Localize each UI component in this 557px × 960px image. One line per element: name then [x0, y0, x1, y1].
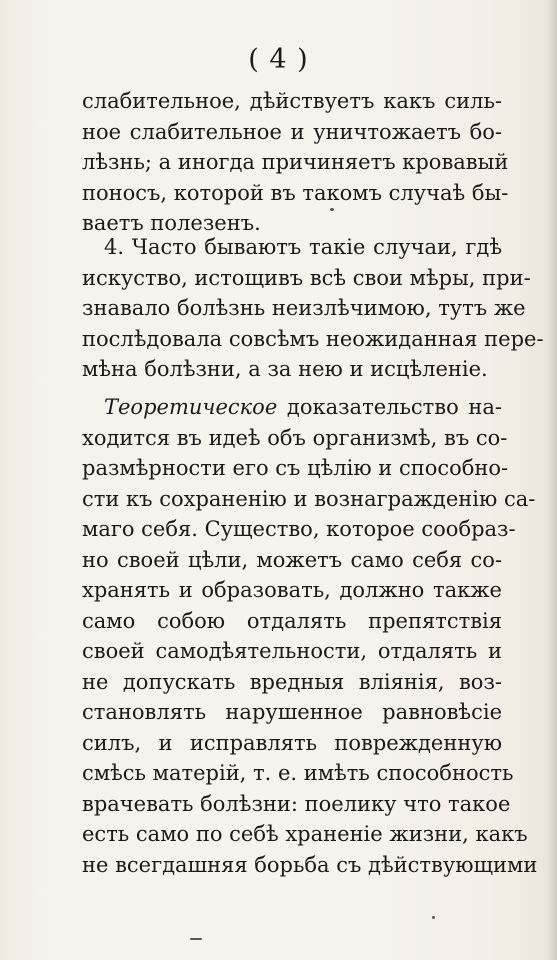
text-line: своей самодѣятельности, отдалять и	[82, 639, 502, 663]
text-line: ходится въ идеѣ объ организмѣ, въ со-	[82, 425, 508, 450]
text-line: маго себя. Существо, которое сообраз-	[82, 517, 516, 541]
text-line: мѣна болѣзни, а за нею и исцѣленіе.	[82, 357, 488, 381]
text-line: есть само по себѣ храненіе жизни, какъ	[82, 822, 528, 846]
text-line: искуство, истощивъ всѣ свои мѣры, при-	[82, 265, 531, 290]
paragraph-3	[82, 392, 538, 880]
paper-speck	[432, 916, 435, 919]
text-line: врачевать болѣзни: поелику что такое	[82, 791, 511, 816]
paper-speck	[190, 938, 202, 940]
text-line: само собою отдалять препятствія	[82, 608, 502, 633]
text-line: хранять и образовать, должно также	[82, 578, 502, 602]
text-line: ное слабительное и уничтожаетъ бо-	[82, 119, 502, 144]
text-line: не всегдашняя борьба съ дѣйствующими	[82, 852, 538, 877]
text-line: сти къ сохраненію и вознагражденію са-	[82, 486, 536, 511]
text-line: знавало болѣзнь неизлѣчимою, тутъ же	[82, 296, 526, 320]
text-line: поносъ, которой въ такомъ случаѣ бы-	[82, 180, 509, 205]
text-line: но своей цѣли, можетъ само себя со-	[82, 547, 502, 572]
text-line-first	[82, 392, 502, 423]
text-line: ваетъ полезенъ.	[82, 211, 261, 235]
page-number: ( 4 )	[248, 44, 309, 75]
paragraph-2	[82, 232, 544, 385]
text-line: послѣдовала совсѣмъ неожиданная пере-	[82, 326, 544, 351]
text-line: смѣсь матерій, т. е. имѣть способность	[82, 761, 514, 785]
text-line: становлять нарушенное равновѣсіе	[82, 700, 502, 724]
italic-term: Теоретическое	[104, 395, 278, 419]
text-line: не допускать вредныя вліянія, воз-	[82, 669, 502, 694]
text-line: силъ, и исправлять поврежденную	[82, 730, 502, 755]
text-line: лѣзнь; а иногда причиняетъ кровавый	[82, 150, 509, 174]
text-line-rest: доказательство на-	[277, 395, 502, 419]
text-line: 4. Часто бываютъ такіе случаи, гдѣ	[104, 235, 502, 259]
paragraph-1	[82, 86, 509, 239]
text-line: размѣрности его съ цѣлію и способно-	[82, 456, 509, 480]
page-edge-shadow	[547, 0, 557, 960]
text-line: слабительное, дѣйствуетъ какъ силь-	[82, 89, 502, 113]
paper-speck	[330, 208, 334, 211]
